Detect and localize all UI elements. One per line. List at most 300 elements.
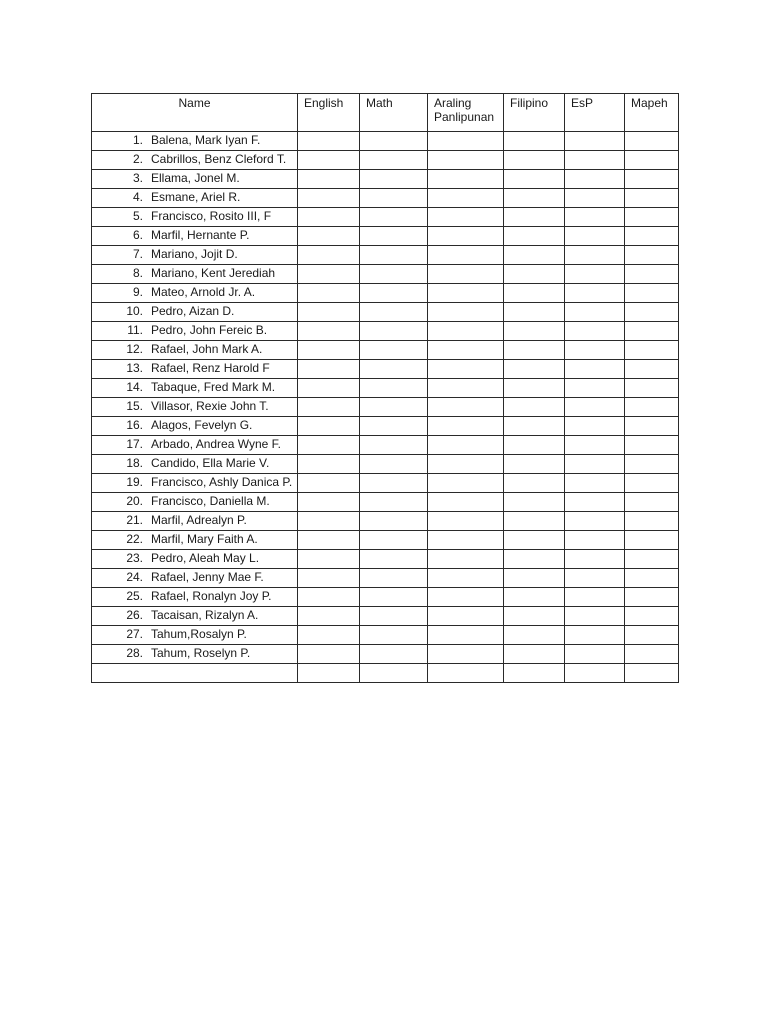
table-row [92, 189, 679, 208]
student-name-cell [92, 132, 298, 151]
grade-cell-math [360, 227, 428, 246]
row-number: 26. [126, 608, 143, 622]
grade-cell-mapeh [625, 227, 679, 246]
table-row [92, 550, 679, 569]
grade-cell-araling-panlipunan [428, 132, 504, 151]
student-name: Francisco, Rosito III, F [151, 209, 272, 223]
row-number: 4. [132, 190, 143, 204]
grade-cell-esp [565, 398, 625, 417]
table-row [92, 588, 679, 607]
student-name: Mariano, Kent Jerediah [151, 266, 276, 280]
grade-cell-mapeh [625, 189, 679, 208]
student-name-cell [92, 455, 298, 474]
grade-cell-esp [565, 664, 625, 683]
row-number: 28. [126, 646, 143, 660]
grade-cell-math [360, 512, 428, 531]
grade-cell-math [360, 246, 428, 265]
grade-cell-mapeh [625, 284, 679, 303]
table-row [92, 607, 679, 626]
table-body [92, 132, 679, 683]
student-name-cell [92, 246, 298, 265]
row-number: 19. [126, 475, 143, 489]
student-name-cell [92, 379, 298, 398]
grade-cell-math [360, 303, 428, 322]
table-row [92, 246, 679, 265]
grade-cell-araling-panlipunan [428, 227, 504, 246]
student-name: Tahum, Roselyn P. [151, 646, 251, 660]
grade-cell-english [298, 189, 360, 208]
grade-cell-english [298, 664, 360, 683]
grade-cell-english [298, 569, 360, 588]
row-number: 14. [126, 380, 143, 394]
grade-cell-english [298, 265, 360, 284]
grade-cell-english [298, 474, 360, 493]
header-filipino: Filipino [504, 94, 565, 132]
grade-cell-math [360, 531, 428, 550]
grade-cell-esp [565, 227, 625, 246]
grade-cell-mapeh [625, 360, 679, 379]
grade-cell-araling-panlipunan [428, 550, 504, 569]
grade-cell-mapeh [625, 398, 679, 417]
grade-cell-filipino [504, 550, 565, 569]
grade-cell-filipino [504, 170, 565, 189]
table-row [92, 227, 679, 246]
grade-cell-araling-panlipunan [428, 417, 504, 436]
row-number: 25. [126, 589, 143, 603]
grade-cell-math [360, 455, 428, 474]
grade-cell-esp [565, 550, 625, 569]
grade-cell-filipino [504, 455, 565, 474]
grade-cell-english [298, 151, 360, 170]
grade-cell-araling-panlipunan [428, 569, 504, 588]
grade-cell-english [298, 607, 360, 626]
header-araling-panlipunan [428, 94, 504, 132]
grade-cell-mapeh [625, 664, 679, 683]
grade-cell-mapeh [625, 569, 679, 588]
grade-cell-math [360, 170, 428, 189]
grade-cell-math [360, 208, 428, 227]
student-name-cell [92, 303, 298, 322]
row-number: 7. [132, 247, 143, 261]
student-name-cell [92, 227, 298, 246]
grade-cell-math [360, 265, 428, 284]
grade-cell-math [360, 379, 428, 398]
grade-cell-math [360, 436, 428, 455]
header-araling-line2: Panlipunan [434, 110, 495, 124]
grade-cell-filipino [504, 607, 565, 626]
grade-cell-esp [565, 588, 625, 607]
grade-cell-english [298, 455, 360, 474]
grade-cell-araling-panlipunan [428, 341, 504, 360]
student-name-cell [92, 645, 298, 664]
grade-cell-english [298, 284, 360, 303]
table-header-row [92, 94, 679, 132]
student-name: Esmane, Ariel R. [151, 190, 241, 204]
student-name: Cabrillos, Benz Cleford T. [151, 152, 287, 166]
grade-cell-filipino [504, 531, 565, 550]
grade-cell-esp [565, 531, 625, 550]
student-name: Tacaisan, Rizalyn A. [151, 608, 259, 622]
grade-cell-mapeh [625, 531, 679, 550]
row-number: 1. [132, 133, 143, 147]
grade-cell-english [298, 303, 360, 322]
grade-cell-araling-panlipunan [428, 531, 504, 550]
grade-cell-araling-panlipunan [428, 474, 504, 493]
student-name: Francisco, Daniella M. [151, 494, 270, 508]
row-number: 27. [126, 627, 143, 641]
grade-cell-araling-panlipunan [428, 607, 504, 626]
table-row [92, 645, 679, 664]
grade-cell-filipino [504, 569, 565, 588]
header-mapeh: Mapeh [625, 94, 679, 132]
grade-cell-english [298, 341, 360, 360]
table-row [92, 474, 679, 493]
grade-cell-esp [565, 455, 625, 474]
row-number: 12. [126, 342, 143, 356]
grade-cell-esp [565, 132, 625, 151]
grade-cell-english [298, 417, 360, 436]
row-number: 11. [127, 323, 143, 337]
grade-cell-mapeh [625, 132, 679, 151]
grade-cell-filipino [504, 360, 565, 379]
grade-cell-mapeh [625, 512, 679, 531]
grade-cell-math [360, 322, 428, 341]
row-number: 20. [126, 494, 143, 508]
grade-cell-filipino [504, 189, 565, 208]
grade-cell-esp [565, 379, 625, 398]
grade-cell-araling-panlipunan [428, 151, 504, 170]
row-number: 10. [126, 304, 143, 318]
student-name: Villasor, Rexie John T. [151, 399, 269, 413]
grade-cell-math [360, 360, 428, 379]
student-name: Candido, Ella Marie V. [151, 456, 270, 470]
grade-cell-english [298, 322, 360, 341]
grade-cell-filipino [504, 645, 565, 664]
grade-cell-english [298, 512, 360, 531]
student-name: Pedro, Aleah May L. [151, 551, 260, 565]
grade-cell-araling-panlipunan [428, 398, 504, 417]
table-row [92, 512, 679, 531]
student-name-cell [92, 550, 298, 569]
grade-cell-mapeh [625, 322, 679, 341]
student-name: Arbado, Andrea Wyne F. [151, 437, 281, 451]
student-name-cell [92, 512, 298, 531]
table-row [92, 208, 679, 227]
grade-cell-filipino [504, 303, 565, 322]
student-name-cell [92, 360, 298, 379]
row-number: 18. [126, 456, 143, 470]
grade-cell-mapeh [625, 417, 679, 436]
grade-cell-mapeh [625, 588, 679, 607]
grade-cell-math [360, 664, 428, 683]
grade-cell-araling-panlipunan [428, 284, 504, 303]
row-number: 9. [132, 285, 143, 299]
student-name: Francisco, Ashly Danica P. [151, 475, 293, 489]
grade-cell-english [298, 531, 360, 550]
student-name-cell [92, 493, 298, 512]
grade-cell-filipino [504, 474, 565, 493]
student-name-cell [92, 322, 298, 341]
grade-cell-filipino [504, 398, 565, 417]
grade-cell-mapeh [625, 645, 679, 664]
student-name: Pedro, Aizan D. [151, 304, 235, 318]
table-row [92, 303, 679, 322]
row-number: 16. [126, 418, 143, 432]
header-araling-line1: Araling [434, 96, 472, 110]
grade-cell-esp [565, 436, 625, 455]
grade-cell-esp [565, 417, 625, 436]
grade-cell-mapeh [625, 265, 679, 284]
row-number: 24. [126, 570, 143, 584]
student-name: Alagos, Fevelyn G. [151, 418, 253, 432]
row-number: 5. [132, 209, 143, 223]
student-name-cell [92, 569, 298, 588]
grade-cell-english [298, 626, 360, 645]
student-name-cell [92, 436, 298, 455]
grade-cell-math [360, 550, 428, 569]
grade-cell-english [298, 227, 360, 246]
grade-cell-mapeh [625, 607, 679, 626]
grade-cell-mapeh [625, 455, 679, 474]
grade-cell-araling-panlipunan [428, 170, 504, 189]
grade-cell-math [360, 645, 428, 664]
grade-cell-filipino [504, 417, 565, 436]
grade-cell-math [360, 569, 428, 588]
student-name: Rafael, Renz Harold F [151, 361, 270, 375]
student-name-cell [92, 208, 298, 227]
grade-cell-araling-panlipunan [428, 455, 504, 474]
header-esp: EsP [565, 94, 625, 132]
grade-cell-esp [565, 360, 625, 379]
student-name-cell [92, 531, 298, 550]
grade-cell-filipino [504, 132, 565, 151]
grade-cell-araling-panlipunan [428, 360, 504, 379]
header-english: English [298, 94, 360, 132]
grade-cell-math [360, 132, 428, 151]
grade-cell-esp [565, 569, 625, 588]
grade-cell-math [360, 341, 428, 360]
grade-cell-math [360, 398, 428, 417]
grade-cell-mapeh [625, 550, 679, 569]
grade-cell-math [360, 474, 428, 493]
student-name: Ellama, Jonel M. [151, 171, 240, 185]
grade-cell-esp [565, 208, 625, 227]
row-number: 23. [126, 551, 143, 565]
grade-cell-math [360, 626, 428, 645]
table-row [92, 132, 679, 151]
table-row [92, 360, 679, 379]
grade-cell-filipino [504, 379, 565, 398]
grades-table [91, 93, 679, 683]
table-row [92, 322, 679, 341]
grade-cell-english [298, 493, 360, 512]
student-name: Marfil, Mary Faith A. [151, 532, 258, 546]
grade-cell-mapeh [625, 493, 679, 512]
student-name-cell [92, 664, 298, 683]
student-name: Mateo, Arnold Jr. A. [151, 285, 256, 299]
table-row [92, 436, 679, 455]
student-name-cell [92, 341, 298, 360]
table-row [92, 379, 679, 398]
row-number: 22. [126, 532, 143, 546]
grade-cell-filipino [504, 227, 565, 246]
grade-cell-araling-panlipunan [428, 303, 504, 322]
student-name-cell [92, 626, 298, 645]
table-row [92, 664, 679, 683]
student-name: Rafael, John Mark A. [151, 342, 263, 356]
grade-cell-mapeh [625, 626, 679, 645]
grade-cell-araling-panlipunan [428, 379, 504, 398]
student-name-cell [92, 588, 298, 607]
grade-cell-esp [565, 322, 625, 341]
grade-cell-esp [565, 170, 625, 189]
grade-cell-mapeh [625, 379, 679, 398]
row-number: 15. [126, 399, 143, 413]
grade-cell-esp [565, 645, 625, 664]
grade-cell-english [298, 208, 360, 227]
grade-cell-esp [565, 607, 625, 626]
grade-cell-mapeh [625, 208, 679, 227]
student-name-cell [92, 170, 298, 189]
grade-cell-esp [565, 626, 625, 645]
grade-cell-esp [565, 189, 625, 208]
grade-cell-mapeh [625, 436, 679, 455]
grade-cell-english [298, 645, 360, 664]
table-row [92, 398, 679, 417]
grade-cell-araling-panlipunan [428, 493, 504, 512]
grade-cell-araling-panlipunan [428, 626, 504, 645]
grade-cell-filipino [504, 246, 565, 265]
grade-cell-araling-panlipunan [428, 322, 504, 341]
grade-cell-esp [565, 474, 625, 493]
student-name: Rafael, Jenny Mae F. [151, 570, 264, 584]
grade-cell-math [360, 189, 428, 208]
grade-cell-english [298, 170, 360, 189]
table-row [92, 455, 679, 474]
grade-cell-mapeh [625, 474, 679, 493]
grade-cell-math [360, 493, 428, 512]
row-number: 13. [126, 361, 143, 375]
student-name: Tahum,Rosalyn P. [151, 627, 247, 641]
table-row [92, 531, 679, 550]
grade-cell-esp [565, 303, 625, 322]
grade-cell-araling-panlipunan [428, 208, 504, 227]
grade-cell-esp [565, 341, 625, 360]
grade-cell-araling-panlipunan [428, 512, 504, 531]
grade-cell-filipino [504, 436, 565, 455]
table-row [92, 569, 679, 588]
grade-cell-araling-panlipunan [428, 436, 504, 455]
student-name-cell [92, 607, 298, 626]
grade-cell-filipino [504, 664, 565, 683]
student-name-cell [92, 474, 298, 493]
grade-cell-esp [565, 265, 625, 284]
student-name-cell [92, 189, 298, 208]
student-name-cell [92, 151, 298, 170]
table-row [92, 151, 679, 170]
header-math: Math [360, 94, 428, 132]
student-name-cell [92, 284, 298, 303]
grade-cell-english [298, 132, 360, 151]
grade-cell-esp [565, 493, 625, 512]
student-name: Marfil, Hernante P. [151, 228, 250, 242]
grade-cell-esp [565, 151, 625, 170]
grade-cell-filipino [504, 284, 565, 303]
grade-cell-esp [565, 284, 625, 303]
row-number: 6. [132, 228, 143, 242]
student-name: Pedro, John Fereic B. [151, 323, 268, 337]
table-row [92, 170, 679, 189]
grade-cell-filipino [504, 341, 565, 360]
table-row [92, 417, 679, 436]
grade-cell-english [298, 550, 360, 569]
student-name: Marfil, Adrealyn P. [151, 513, 247, 527]
table-row [92, 626, 679, 645]
student-name-cell [92, 398, 298, 417]
grade-cell-esp [565, 512, 625, 531]
grade-cell-mapeh [625, 341, 679, 360]
student-name: Balena, Mark Iyan F. [151, 133, 261, 147]
grade-cell-filipino [504, 588, 565, 607]
table-row [92, 341, 679, 360]
grade-cell-math [360, 417, 428, 436]
grade-cell-filipino [504, 151, 565, 170]
grade-cell-filipino [504, 322, 565, 341]
grade-cell-english [298, 246, 360, 265]
header-name: Name [92, 94, 298, 132]
grade-cell-araling-panlipunan [428, 664, 504, 683]
grade-cell-filipino [504, 208, 565, 227]
row-number: 17. [126, 437, 143, 451]
grade-cell-esp [565, 246, 625, 265]
table-row [92, 265, 679, 284]
grade-cell-araling-panlipunan [428, 189, 504, 208]
row-number: 8. [132, 266, 143, 280]
grade-cell-english [298, 398, 360, 417]
grade-cell-filipino [504, 512, 565, 531]
grade-cell-math [360, 284, 428, 303]
table-row [92, 493, 679, 512]
grade-cell-english [298, 588, 360, 607]
student-name-cell [92, 417, 298, 436]
grade-cell-mapeh [625, 151, 679, 170]
student-name: Rafael, Ronalyn Joy P. [151, 589, 272, 603]
table-row [92, 284, 679, 303]
grade-cell-math [360, 588, 428, 607]
grade-cell-filipino [504, 626, 565, 645]
grade-cell-araling-panlipunan [428, 265, 504, 284]
grade-cell-araling-panlipunan [428, 645, 504, 664]
grade-cell-mapeh [625, 170, 679, 189]
grade-cell-araling-panlipunan [428, 588, 504, 607]
grade-cell-mapeh [625, 246, 679, 265]
grade-cell-math [360, 607, 428, 626]
grade-cell-araling-panlipunan [428, 246, 504, 265]
grade-cell-filipino [504, 493, 565, 512]
row-number: 21. [126, 513, 143, 527]
student-name: Mariano, Jojit D. [151, 247, 238, 261]
row-number: 2. [132, 152, 143, 166]
grade-cell-filipino [504, 265, 565, 284]
grade-cell-english [298, 436, 360, 455]
student-name-cell [92, 265, 298, 284]
grade-cell-english [298, 360, 360, 379]
grade-cell-mapeh [625, 303, 679, 322]
student-name: Tabaque, Fred Mark M. [151, 380, 276, 394]
grade-cell-math [360, 151, 428, 170]
grade-cell-english [298, 379, 360, 398]
row-number: 3. [132, 171, 143, 185]
